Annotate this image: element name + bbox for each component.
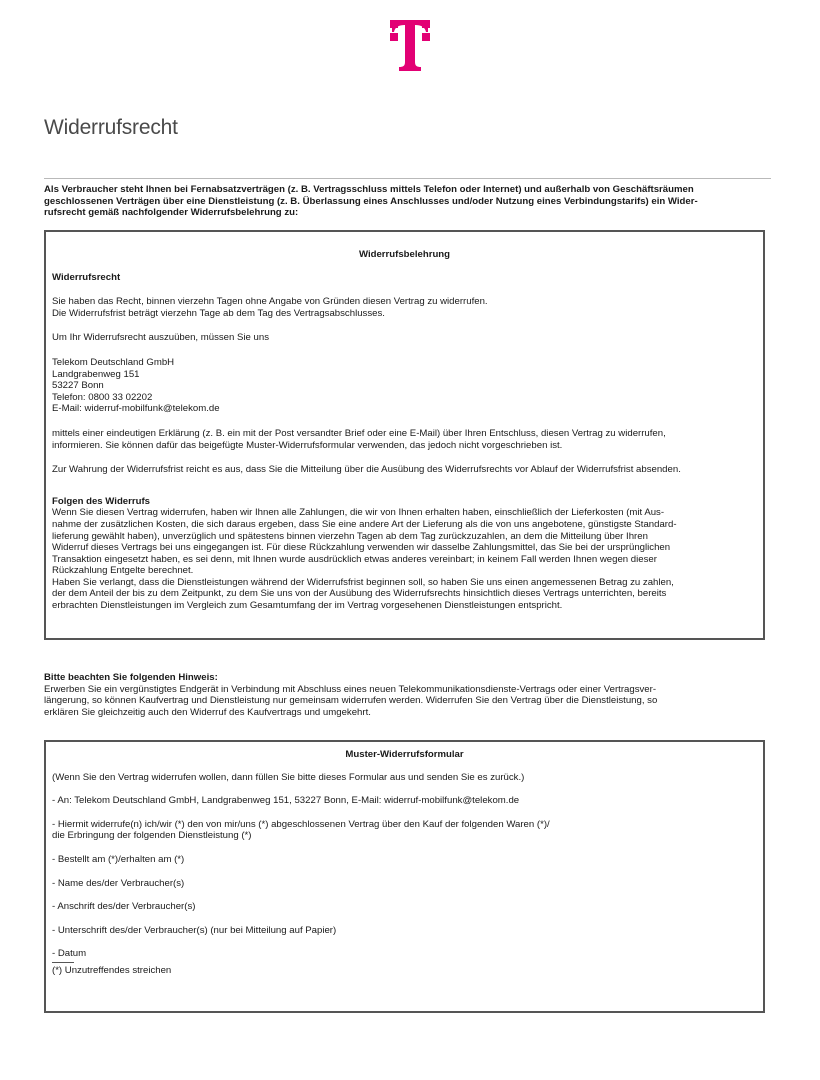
footnote-divider <box>52 962 74 963</box>
text-line: nahme der zusätzlichen Kosten, die sich daraus ergeben, dass Sie eine andere Art der Lieferung als die von uns angebotene, günstigste Standard- <box>52 518 677 530</box>
text-line: informieren. Sie können dafür das beigefügte Muster-Widerrufsformular verwenden, das jedoch nicht vorgeschrieben ist. <box>52 439 563 451</box>
hinweis-heading: Bitte beachten Sie folgenden Hinweis: <box>44 672 218 683</box>
text-line: die Erbringung der folgenden Dienstleistung (*) <box>52 830 252 842</box>
formular-bestellt: - Bestellt am (*)/erhalten am (*) <box>52 853 185 865</box>
text-line: Transaktion eingesetzt haben, es sei denn, mit Ihnen wurde ausdrücklich etwas anderes vereinbart; in keinem Fall werden Ihnen wegen dieser <box>52 553 657 565</box>
formular-name: - Name des/der Verbraucher(s) <box>52 877 185 889</box>
belehrung-paragraph-4: Zur Wahrung der Widerrufsfrist reicht es aus, dass Sie die Mitteilung über die Ausübung des Widerrufsrechts vor Ablauf der Widerrufsfrist absenden. <box>52 464 681 476</box>
formular-footnote: (*) Unzutreffendes streichen <box>52 964 172 976</box>
address-street: Landgrabenweg 151 <box>52 368 140 380</box>
text-line: erbrachten Dienstleistungen im Vergleich zum Gesamtumfang der im Vertrag vorgesehenen Dienstleistungen entspricht. <box>52 600 563 612</box>
text-line: mittels einer eindeutigen Erklärung (z. B. ein mit der Post versandter Brief oder eine E-Mail) über Ihren Entschluss, diesen Vertrag zu widerrufen, <box>52 427 666 439</box>
address-phone: Telefon: 0800 33 02202 <box>52 391 153 403</box>
muster-widerrufsformular-box <box>44 740 765 1013</box>
text-line: erklären Sie gleichzeitig auch den Widerruf des Kaufvertrags und umgekehrt. <box>44 706 371 718</box>
text-line: - Hiermit widerrufe(n) ich/wir (*) den von mir/uns (*) abgeschlossenen Vertrag über den Kauf der folgenden Waren (*)/ <box>52 818 550 830</box>
intro-line: Als Verbraucher steht Ihnen bei Fernabsatzverträgen (z. B. Vertragsschluss mittels Telefon oder Internet) und außerhalb von Geschäftsräumen <box>44 184 694 195</box>
address-company: Telekom Deutschland GmbH <box>52 356 175 368</box>
page-title: Widerrufsrecht <box>44 116 178 139</box>
text-line: Haben Sie verlangt, dass die Dienstleistungen während der Widerrufsfrist beginnen soll, so haben Sie uns einen angemessenen Betrag zu zahlen, <box>52 576 674 588</box>
text-line: Die Widerrufsfrist beträgt vierzehn Tage ab dem Tag des Vertragsabschlusses. <box>52 307 385 319</box>
intro-line: geschlossenen Verträgen über eine Dienstleistung (z. B. Überlassung eines Anschlusses und/oder Nutzung eines Verbindungstarifs) ein Wider- <box>44 195 698 207</box>
belehrung-paragraph-1 <box>52 296 757 319</box>
formular-anschrift: - Anschrift des/der Verbraucher(s) <box>52 901 196 913</box>
widerrufsbelehrung-box <box>44 230 765 640</box>
belehrung-paragraph-3 <box>52 428 757 451</box>
intro-paragraph <box>44 184 771 219</box>
address-city: 53227 Bonn <box>52 380 104 392</box>
text-line: Wenn Sie diesen Vertrag widerrufen, haben wir Ihnen alle Zahlungen, die wir von Ihnen erhalten haben, einschließlich der Lieferkosten (mit Aus- <box>52 507 665 519</box>
text-line: lieferung gewählt haben), unverzüglich und spätestens binnen vierzehn Tagen ab dem Tag zurückzuzahlen, an dem die Mitteilung über Ihren <box>52 530 648 542</box>
text-line: Rückzahlung Entgelte berechnet. <box>52 565 194 577</box>
formular-title: Muster-Widerrufsformular <box>345 749 464 760</box>
text-line: der dem Anteil der bis zu dem Zeitpunkt, zu dem Sie uns von der Ausübung des Widerrufsrechts hinsichtlich dieses Vertrags unterrichten, bereits <box>52 588 667 600</box>
formular-unterschrift: - Unterschrift des/der Verbraucher(s) (nur bei Mitteilung auf Papier) <box>52 924 337 936</box>
text-line: Sie haben das Recht, binnen vierzehn Tagen ohne Angabe von Gründen diesen Vertrag zu widerrufen. <box>52 296 488 308</box>
telekom-t-logo-icon <box>390 20 430 72</box>
hinweis-section <box>44 672 771 718</box>
address-email: E-Mail: widerruf-mobilfunk@telekom.de <box>52 403 220 415</box>
text-line: Widerruf dieses Vertrags bei uns eingegangen ist. Für diese Rückzahlung verwenden wir dasselbe Zahlungsmittel, das Sie bei der ursprünglichen <box>52 542 671 554</box>
address-block <box>52 357 757 415</box>
formular-datum: - Datum <box>52 948 87 960</box>
text-line: Erwerben Sie ein vergünstigtes Endgerät in Verbindung mit Abschluss eines neuen Telekommunikationsdienste-Vertrags oder einer Vertragsver- <box>44 683 657 695</box>
text-line: längerung, so können Kaufvertrag und Dienstleistung nur gemeinsam widerrufen werden. Widerrufen Sie den Vertrag über die Dienstleistung, so <box>44 695 658 707</box>
formular-intro: (Wenn Sie den Vertrag widerrufen wollen, dann füllen Sie bitte dieses Formular aus und senden Sie es zurück.) <box>52 771 525 783</box>
folgen-heading: Folgen des Widerrufs <box>52 495 150 507</box>
widerrufsrecht-heading: Widerrufsrecht <box>52 271 121 283</box>
title-divider <box>44 178 771 179</box>
folgen-paragraph <box>52 507 757 611</box>
formular-hiermit <box>52 819 757 842</box>
intro-line: rufsrecht gemäß nachfolgender Widerrufsbelehrung zu: <box>44 207 299 219</box>
formular-an-line: - An: Telekom Deutschland GmbH, Landgrabenweg 151, 53227 Bonn, E-Mail: widerruf-mobilfunk@telekom.de <box>52 795 520 807</box>
belehrung-paragraph-2: Um Ihr Widerrufsrecht auszuüben, müssen Sie uns <box>52 332 270 344</box>
belehrung-title: Widerrufsbelehrung <box>358 249 451 260</box>
